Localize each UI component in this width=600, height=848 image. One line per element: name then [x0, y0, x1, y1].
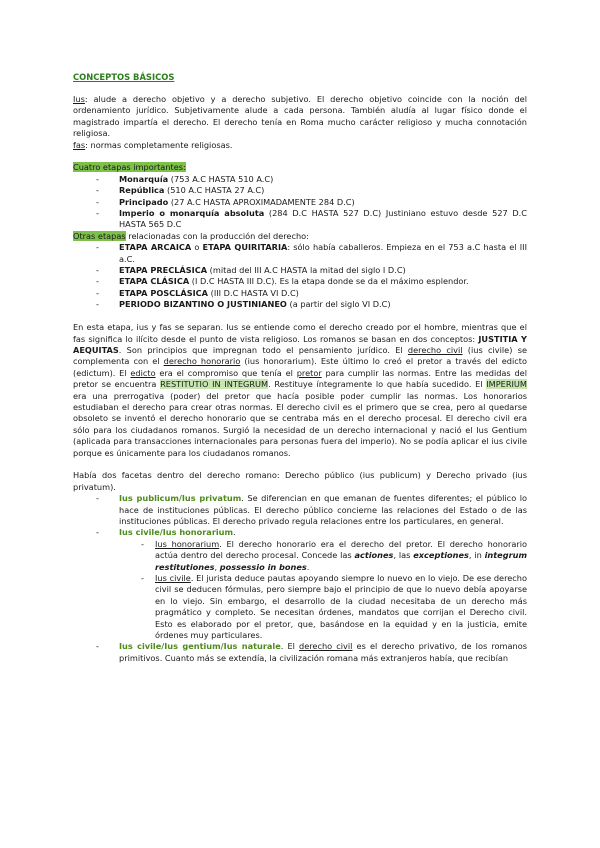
ius-paragraph: Ius: alude a derecho objetivo y a derecho subjetivo. El derecho objetivo coincide con la noción del ordenamiento jurídico. Subjetivamente alude a cada persona. También aludía al lugar físico donde el magistrado impartía el derecho. El derecho tenía en Roma mucho carácter religioso y mucha connotación religiosa.: [73, 94, 527, 139]
list-item: - Imperio o monarquía absoluta (284 D.C HASTA 527 D.C) Justiniano estuvo desde 527 D.C HASTA 565 D.C: [110, 208, 527, 231]
facetas-intro: Había dos facetas dentro del derecho romano: Derecho público (ius publicum) y Derecho privado (ius privatum).: [73, 470, 527, 492]
list-item: - Ius publicum/Ius privatum. Se diferencian en que emanan de fuentes diferentes; el público lo hace de instituciones públicas. El derecho público concierne las relaciones del Estado o de las instituciones públicas. El derecho privado regula relaciones entre los particulares, en general.: [110, 493, 527, 527]
cuatro-etapas-label: Cuatro etapas importantes:: [73, 162, 186, 173]
list-item: - ETAPA CLÁSICA (I D.C HASTA III D.C). Es la etapa donde se da el máximo esplendor.: [110, 276, 527, 287]
sub-list: [119, 539, 527, 642]
list-item: - PERIODO BIZANTINO O JUSTINIANEO (a partir del siglo VI D.C): [110, 299, 527, 310]
etapa-paragraph: En esta etapa, ius y fas se separan. Ius se entiende como el derecho creado por el hombre, mientras que el fas significa lo ilícito desde el punto de vista religioso. Los romanos se basan en dos conceptos: JUSTITIA Y AEQUITAS. Son principios que impregnan todo el pensamiento jurídico. El derecho civil (ius civile) se complementa con el derecho honorario (ius honorarium). Este último lo creó el pretor a través del edicto (edictum). El edicto era el compromiso que tenía el pretor para cumplir las normas. Entre las medidas del pretor se encuentra RESTITUTIO IN INTEGRUM. Restituye íntegramente lo que había sucedido. El IMPERIUM era una prerrogativa (poder) del pretor que hacía posible poder cumplir las normas. Los honorarios estudiaban el derecho para crear otras normas. El derecho civil es el primero que se crea, pero al quedarse obsoleto se inventó el derecho honorario que se centraba más en el derecho procesal. El derecho civil era sólo para los ciudadanos romanos. Surgió la necesidad de un derecho internacional y nació el Ius Gentium (aplicada para transacciones internacionales para personas fuera del imperio). No se podía aplicar el ius civile porque es únicamente para los ciudadanos romanos.: [73, 322, 527, 458]
list-item: - Ius civile/Ius gentium/Ius naturale. El derecho civil es el derecho privativo, de los romanos primitivos. Cuanto más se extendía, la civilización romana más extranjeros había, que recibían: [110, 641, 527, 664]
imperium-highlight: IMPERIUM: [486, 379, 527, 390]
list-item: - ETAPA ARCAICA o ETAPA QUIRITARIA: sólo había caballeros. Empieza en el 753 a.C hasta el III a.C.: [110, 242, 527, 265]
otras-etapas-list: [73, 242, 527, 310]
list-item: - Ius civile. El jurista deduce pautas apoyando siempre lo nuevo en lo viejo. De ese derecho civil se deducen fórmulas, pero siempre bajo el principio de que lo nuevo debía apoyarse en lo viejo. Sin embargo, el desarrollo de la ciudad necesitaba de un derecho más pragmático y completo. Se necesitan órdenes, mandatos que corrijan el Derecho civil. Esto es elaborado por el pretor, que, basándose en la equidad y en la justicia, emite órdenes muy particulares.: [155, 573, 527, 641]
restitutio-highlight: RESTITUTIO IN INTEGRUM: [160, 379, 269, 390]
list-item: - Principado (27 A.C HASTA APROXIMADAMENTE 284 D.C): [110, 197, 527, 208]
list-item: - República (510 A.C HASTA 27 A.C): [110, 185, 527, 196]
page-title: CONCEPTOS BÁSICOS: [73, 72, 175, 82]
ius-term: Ius: [73, 94, 85, 104]
list-item: - Ius civile/Ius honorarium. - Ius honorarium. El derecho honorario era el derecho del pretor. El derecho honorario actúa dentro del derecho procesal. Concede las actiones, las exceptiones, in integrum restitutiones, possessio in bones. - Ius civile. El jurista deduce pautas apoyando siempre lo nuevo en lo viejo. De ese derecho civil se deducen fórmulas, pero siempre bajo el principio de que lo nuevo debía apoyarse en lo viejo. Sin embargo, el desarrollo de la ciudad necesitaba de un derecho más pragmático y completo. Se necesitan órdenes, mandatos que corrijan el Derecho civil. Esto es elaborado por el pretor, que, basándose en la equidad y en la justicia, emite órdenes muy particulares.: [110, 527, 527, 641]
otras-etapas-intro: Otras etapas relacionadas con la producción del derecho:: [73, 230, 309, 241]
fas-term: fas: [73, 139, 86, 150]
cuatro-etapas-list: [73, 174, 527, 231]
list-item: - ETAPA POSCLÁSICA (III D.C HASTA VI D.C): [110, 288, 527, 299]
list-item: - Ius honorarium. El derecho honorario era el derecho del pretor. El derecho honorario actúa dentro del derecho procesal. Concede las actiones, las exceptiones, in integrum restitutiones, possessio in bones.: [155, 539, 527, 573]
facetas-list: [73, 493, 527, 664]
list-item: - ETAPA PRECLÁSICA (mitad del III A.C HASTA la mitad del siglo I D.C): [110, 265, 527, 276]
list-item: - Monarquía (753 A.C HASTA 510 A.C): [110, 174, 527, 185]
fas-paragraph: fas: normas completamente religiosas.: [73, 139, 233, 150]
